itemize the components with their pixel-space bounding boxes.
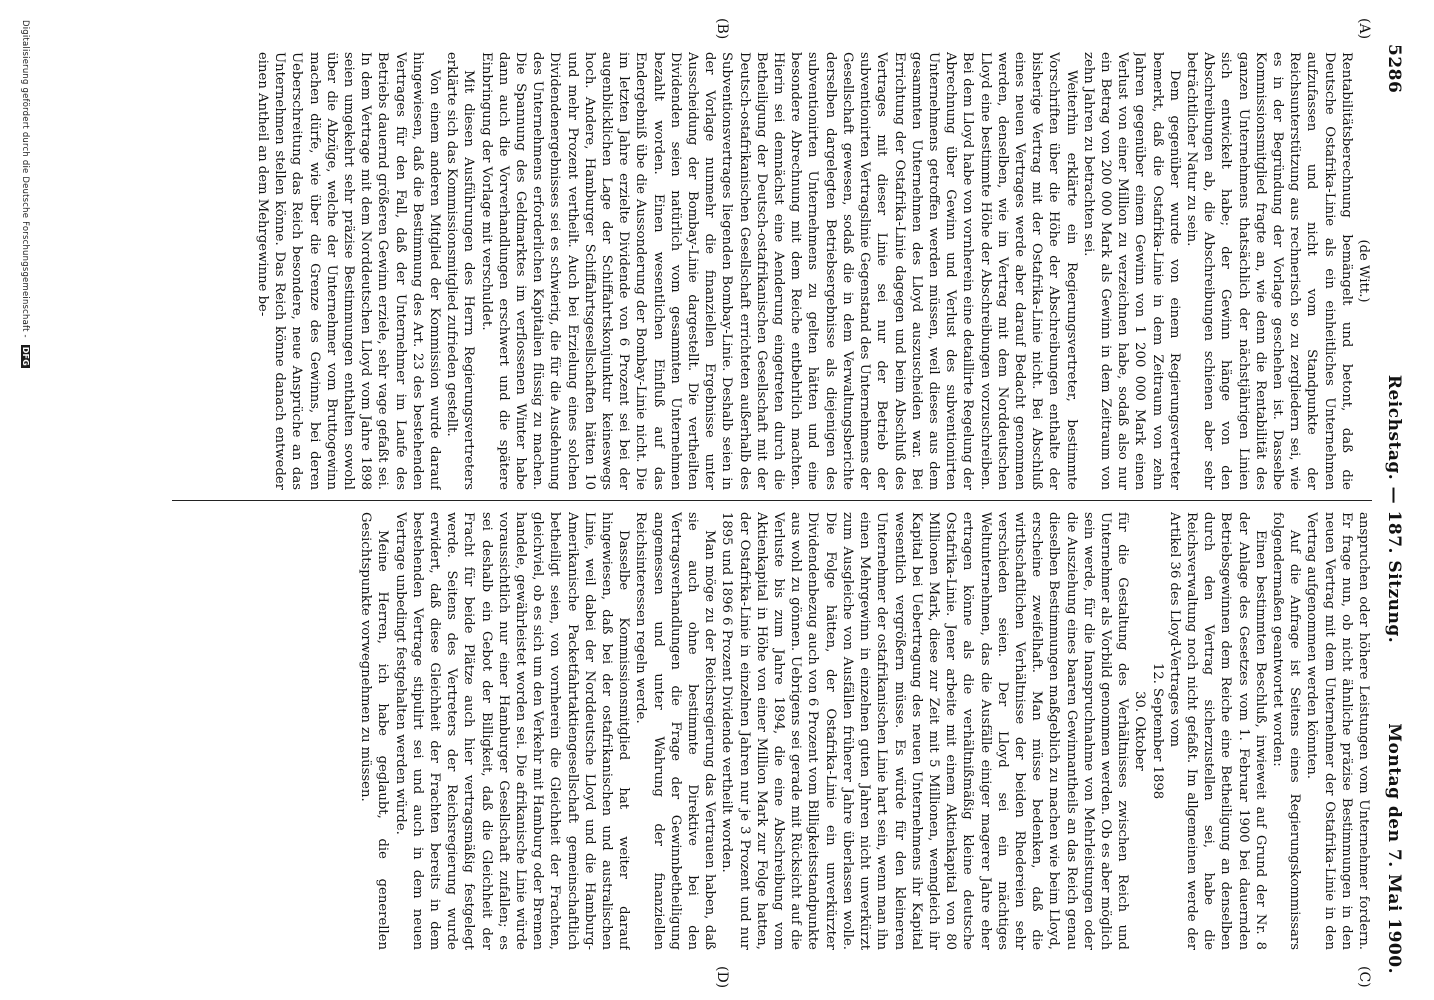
- speaker-tag: (de Witt.): [1356, 239, 1371, 303]
- paragraph: Mit diesen Ausführungen des Herrn Regierungsvertreters erklärte sich das Kommissionsmitglied zufrieden gestellt.: [444, 52, 477, 490]
- date-line: 30. Oktober: [1132, 691, 1148, 771]
- dfg-logo: DFG: [21, 346, 30, 366]
- paragraph: Meine Herren, ich habe geglaubt, die generellen Gesichtspunkte vorwegnehmen zu müssen.: [358, 512, 391, 950]
- digitization-footer: [20, 20, 30, 980]
- paragraph: Einen bestimmten Beschluß, inwieweit auf Grund der Nr. 8 der Anlage des Gesetzes vom 1. Februar 1900 bei dauernden Betriebsgewinnen dem Reiche eine Betheiligung an denselben durch den Vertrag sicherzustellen sei, habe die Reichsverwaltung noch nicht gefaßt. Im allgemeinen werde der Artikel 36 des Lloyd-Vertrages vom: [1166, 512, 1268, 950]
- paragraph: Weiterhin erklärte ein Regierungsvertreter, bestimmte Vorschriften über die Höhe der Abschreibungen enthalte der bisherige Vertrag mit der Ostafrika-Linie nicht. Bei Abschluß eines neuen Vertrages werde aber darauf Bedacht genommen werden, denselben, wie im Vertrag mit dem Norddeutschen Lloyd eine bestimmte Höhe der Abschreibungen vorzuschreiben. Bei dem Lloyd habe von vornherein eine detaillirte Regelung der Abrechnung über Gewinn und Verlust des subventionirten Unternehmens getroffen werden müssen, weil dieses aus dem gesammten Unternehmen des Lloyd auszuscheiden war. Bei Errichtung der Ostafrika-Linie dagegen und beim Abschluß des Vertrages mit dieser Linie sei nur der Betrieb der subventionirten Vertragslinie Gegenstand des Unternehmens der Gesellschaft gewesen, sodaß die in dem Verwaltungsberichte derselben dargelegten Betriebsergebnisse als diejenigen des subventionirten Unternehmens zu gelten hätten und eine besondere Abrechnung mit dem Reiche entbehrlich machten. Hierin sei demnächst eine Aenderung eingetreten durch die Betheiligung der Deutsch-ostafrikanischen Gesellschaft mit der Deutsch-ostafrikanischen Gesellschaft errichteten außerhalb des Subventionsvertrages liegenden Bombay-Linie. Deshalb seien in der Vorlage nunmehr die finanziellen Ergebnisse unter Ausscheidung der Bombay-Linie dargestellt. Die vertheilten Dividenden seien natürlich vom gesammten Unternehmen bezahlt worden. Einen wesentlichen Einfluß auf das Endergebniß übe die Aussonderung der Bombay-Linie nicht. Die im letzten Jahre erzielte Dividende von 6 Prozent sei bei der augenblicklichen Lage der Schiffahrtskonjunktur keineswegs hoch. Andere, Hamburger Schiffahrtsgesellschaften hätten 10 und mehr Prozent vertheilt. Auch bei Erzielung eines solchen Dividendenergebnisses sei es schwierig, die für die Ausdehnung des Unternehmens erforderlichen Kapitalien flüssig zu machen. Die Spannung des Geldmarktes im verflossenen Winter habe dann auch die Vorverhandlungen erschwert und die spätere Einbringung der Vorlage mit verschuldet.: [478, 52, 1079, 490]
- footer-text: Digitalisierung gefördert durch die Deutsche Forschungsgemeinschaft -: [20, 20, 30, 338]
- margin-marker-b: (B): [714, 18, 730, 40]
- margin-marker-c: (C): [1356, 966, 1372, 988]
- paragraph: Dem gegenüber wurde von einem Regierungsvertreter bemerkt, daß die Ostafrika-Linie in dem Zeitraum von zehn Jahren gegenüber einem Gewinn von 1 200 000 Mark einen Verlust von einer Million zu verzeichnen habe, sodaß also nur ein Betrag von 200 000 Mark als Gewinn in dem Zeitraum von zehn Jahren zu betrachten sei.: [1080, 52, 1182, 490]
- date-line: 12. September 1898: [1149, 662, 1165, 800]
- paragraph: Von einem anderen Mitglied der Kommission wurde darauf hingewiesen, daß die Bestimmung des Art. 23 des bestehenden Vertrages für den Fall, daß der Unternehmer im Laufe des Betriebs dauernd größeren Gewinn erziele, sehr vage gefaßt sei. In dem Vertrage mit dem Norddeutschen Lloyd vom Jahre 1898 seien umgekehrt sehr präzise Bestimmungen enthalten sowohl über die Abzüge, welche der Unternehmer vom Bruttogewinn machen dürfe, wie über die Grenze des Gewinns, bei deren Ueberschreitung das Reich besondere, neue Ansprüche an das Unternehmen stellen könne. Das Reich könne danach entweder einen Antheil an dem Mehrgewinne be-: [255, 52, 443, 490]
- running-title: Reichstag. — 187. Sitzung.: [1384, 374, 1404, 644]
- page-number: 5286: [1384, 44, 1404, 94]
- paragraph: für die Gestaltung des Verhältnisses zwischen Reich und Unternehmer als Vorbild genommen werden. Ob es aber möglich sein werde, für die Inanspruchnahme von Mehrleistungen oder die Ausziehung eines baaren Gewinnantheils an das Reich genau dieselben Bestimmungen maßgeblich zu machen wie beim Lloyd, erscheine zweifelhaft. Man müsse bedenken, daß die wirthschaftlichen Verhältnisse der beiden Rhedereien sehr verschieden seien. Der Lloyd sei ein mächtiges Weltunternehmen, das die Ausfälle einiger magerer Jahre eher ertragen könne als die verhältnißmäßig kleine deutsche Ostafrika-Linie. Jener arbeite mit einem Aktienkapital von 80 Millionen Mark, diese zur Zeit mit 5 Millionen, wenngleich ihr Kapital bei Uebertragung des neuen Unternehmens ihr Kapital wesentlich vergrößern müsse. Es würde für den kleineren Unternehmer der ostafrikanischen Linie hart sein, wenn man ihn einen Mehrgewinn in einzelnen guten Jahren nicht unverkürzt zum Ausgleiche von Ausfällen früherer Jahre überlassen wolle. Die Folge hätten, der Ostafrika-Linie ein unverkürzter Dividendenbezug auch von 6 Prozent vom Billigkeitsstandpunkte aus wohl zu gönnen. Uebrigens sei gerade mit Rücksicht auf die Verluste bis zum Jahre 1894, die eine Abschreibung vom Aktienkapital in Höhe von einer Million Mark zur Folge hatten, der Ostafrika-Linie in einzelnen Jahren nur je 3 Prozent und nur 1895 und 1896 6 Prozent Dividende vertheilt worden.: [719, 512, 1131, 950]
- margin-marker-a: (A): [1356, 18, 1372, 40]
- margin-marker-d: (D): [714, 966, 730, 989]
- paragraph: Rentabilitätsberechnung bemängelt und betont, daß die Deutsche Ostafrika-Linie als ein einheitliches Unternehmen aufzufassen und nicht vom Standpunkte der Reichsunterstützung aus rechnerisch so zu zergliedern sei, wie es in der Begründung der Vorlage geschehen ist. Dasselbe Kommissionsmitglied fragte an, wie denn die Rentabilität des ganzen Unternehmens thatsächlich der nächstjährigen Linien sich entwickelt habe; der Gewinn hänge von den Abschreibungen ab, die Abschreibungen schienen aber sehr beträchtlicher Natur zu sein.: [1183, 52, 1354, 490]
- column-divider: [172, 500, 1372, 501]
- paragraph: anspruchen oder höhere Leistungen vom Unternehmer fordern. Er frage nun, ob nicht ähnliche präzise Bestimmungen in den neuen Vertrag mit dem Unternehmer der Ostafrika-Linie in den Vertrag aufgenommen werden könnten.: [1304, 512, 1371, 950]
- page-header: [1380, 44, 1404, 974]
- left-text-column: [252, 52, 1372, 490]
- right-text-column: [252, 512, 1372, 950]
- paragraph: Dasselbe Kommissionsmitglied hat weiter darauf hingewiesen, daß bei der ostafrikanischen und australischen Linie, weil dabei der Norddeutsche Lloyd und die Hamburg-Amerikanische Packetfahrtaktiengesellschaft gemeinschaftlich betheiligt seien, von vornherein die Gleichheit der Frachten, gleichviel, ob es sich um den Verkehr mit Hamburg oder Bremen handele, gewährleistet worden sei. Die afrikanische Linie würde voraussichtlich nur einer Hamburger Gesellschaft zufallen; es sei deshalb ein Gebot der Billigkeit, daß die Gleichheit der Fracht für beide Plätze auch hier vertragsmäßig festgelegt werde. Seitens des Vertreters der Reichsregierung wurde erwidert, daß diese Gleichheit der Frachten bereits in dem bestehenden Vertrage stipulirt sei und auch in dem neuen Vertrage unbedingt festgehalten werden würde.: [392, 512, 632, 950]
- paragraph: Auf die Anfrage ist Seitens eines Regierungskommissars folgendermaßen geantwortet worden:: [1269, 512, 1303, 950]
- session-date: Montag den 7. Mai 1900.: [1384, 723, 1404, 974]
- paragraph: Man möge zu der Reichsregierung das Vertrauen haben, daß sie auch ohne bestimmte Direktive bei den Vertragsverhandlungen die Frage der Gewinnbetheiligung angemessen und unter Wahrung der finanziellen Reichsinteressen regeln werde.: [633, 512, 718, 950]
